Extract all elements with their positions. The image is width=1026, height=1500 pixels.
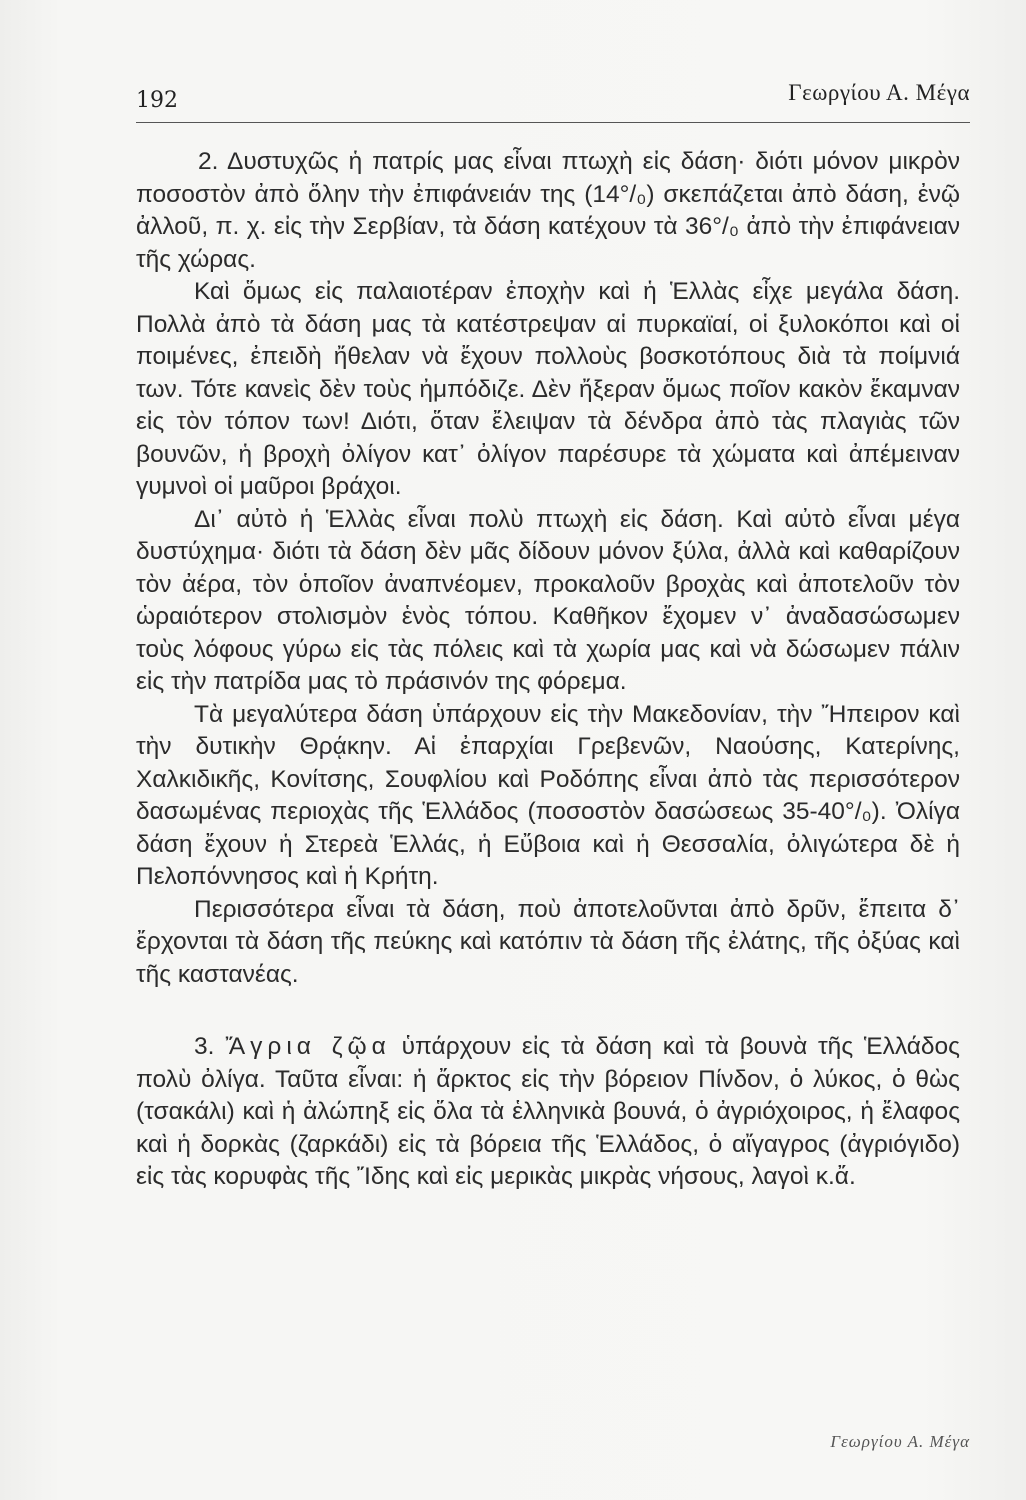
signature-stamp: Γεωργίου Α. Μέγα bbox=[830, 1432, 970, 1451]
body-text bbox=[136, 146, 960, 1194]
page-number: 192 bbox=[136, 88, 178, 113]
paragraph-forest-trees: Περισσότερα εἶναι τὰ δάση, ποὺ ἀποτελοῦνται ἀπὸ δρῦν, ἔπειτα δ᾿ ἔρχονται τὰ δάση τῆς πεύκης καὶ κατόπιν τὰ δάση τῆς ἐλάτης, τῆς ὀξύας καὶ τῆς καστανέας. bbox=[136, 895, 960, 988]
paragraph-forests-history: Καὶ ὅμως εἰς παλαιοτέραν ἐποχὴν καὶ ἡ Ἑλλὰς εἶχε μεγάλα δάση. Πολλὰ ἀπὸ τὰ δάση μας τὰ κατέστρεψαν αἱ πυρκαϊαί, οἱ ξυλοκόποι καὶ οἱ ποιμένες, ἐπειδὴ ἤθελαν νὰ ἔχουν πολλοὺς βοσκοτόπους διὰ τὰ ποίμνιά των. Τότε κανεὶς δὲν τοὺς ἠμπόδιζε. Δὲν ἤξεραν ὅμως ποῖον κακὸν ἔκαμναν εἰς τὸν τόπον των! Διότι, ὅταν ἔλειψαν τὰ δένδρα ἀπὸ τὰς πλαγιὰς τῶν βουνῶν, ἡ βροχὴ ὀλίγον κατ᾿ ὀλίγον παρέσυρε τὰ χώματα καὶ ἀπέμειναν γυμνοὶ οἱ μαῦροι βράχοι. bbox=[136, 278, 960, 500]
paragraph-reforestation: Δι᾿ αὐτὸ ἡ Ἑλλὰς εἶναι πολὺ πτωχὴ εἰς δάση. Καὶ αὐτὸ εἶναι μέγα δυστύχημα· διότι τὰ δάση δὲν μᾶς δίδουν μόνον ξύλα, ἀλλὰ καὶ καθαρίζουν τὸν ἀέρα, τὸν ὁποῖον ἀναπνέομεν, προκαλοῦν βροχὰς καὶ ἀποτελοῦν τὸν ὡραιότερον στολισμὸν ἑνὸς τόπου. Καθῆκον ἔχομεν ν᾿ ἀναδασώσωμεν τοὺς λόφους γύρω εἰς τὰς πόλεις καὶ τὰ χωρία μας καὶ νὰ δώσωμεν πάλιν εἰς τὴν πατρίδα μας τὸ πράσινόν της φόρεμα. bbox=[136, 505, 960, 695]
paragraph-forests-intro: 2. Δυστυχῶς ἡ πατρίς μας εἶναι πτωχὴ εἰς δάση· διότι μόνον μικρὸν ποσοστὸν ἀπὸ ὅλην τὴν ἐπιφάνειάν της (14°/₀) σκεπάζεται ἀπὸ δάση, ἐνῷ ἀλλοῦ, π. χ. εἰς τὴν Σερβίαν, τὰ δάση κατέχουν τὰ 36°/₀ ἀπὸ τὴν ἐπιφάνειαν τῆς χώρας. bbox=[136, 148, 960, 273]
paragraph-forest-regions: Τὰ μεγαλύτερα δάση ὑπάρχουν εἰς τὴν Μακεδονίαν, τὴν Ἤπειρον καὶ τὴν δυτικὴν Θρᾴκην. Αἱ ἐπαρχίαι Γρεβενῶν, Ναούσης, Κατερίνης, Χαλκιδικῆς, Κονίτσης, Σουφλίου καὶ Ροδόπης εἶναι ἀπὸ τὰς περισσότερον δασωμένας περιοχὰς τῆς Ἑλλάδος (ποσοστὸν δασώσεως 35-40°/₀). Ὀλίγα δάση ἔχουν ἡ Στερεὰ Ἑλλάς, ἡ Εὔβοια καὶ ἡ Θεσσαλία, ὀλιγώτερα δὲ ἡ Πελοπόννησος καὶ ἡ Κρήτη. bbox=[136, 700, 960, 890]
spaced-heading: Ἄγρια ζῷα bbox=[225, 1033, 391, 1060]
running-head: Γεωργίου Α. Μέγα bbox=[788, 80, 970, 105]
section-gap bbox=[136, 991, 960, 1031]
header-rule bbox=[136, 122, 970, 123]
paragraph-wild-animals bbox=[136, 1031, 960, 1194]
page-header bbox=[136, 78, 970, 124]
section-number: 3. bbox=[194, 1033, 215, 1060]
wild-animals-text: ὑπάρχουν εἰς τὰ δάση καὶ τὰ βουνὰ τῆς Ἑλλάδος πολὺ ὀλίγα. Ταῦτα εἶναι: ἡ ἄρκτος εἰς τὴν βόρειον Πίνδον, ὁ λύκος, ὁ θὼς (τσακάλι) καὶ ἡ ἀλώπηξ εἰς ὅλα τὰ ἑλληνικὰ βουνά, ὁ ἀγριόχοιρος, ἡ ἔλαφος καὶ ἡ δορκὰς (ζαρκάδι) εἰς τὰ βόρεια τῆς Ἑλλάδος, ὁ αἴγαγρος (ἀγριόγιδο) εἰς τὰς κορυφὰς τῆς Ἴδης καὶ εἰς μερικὰς μικρὰς νήσους, λαγοὶ κ.ἄ. bbox=[136, 1033, 960, 1190]
